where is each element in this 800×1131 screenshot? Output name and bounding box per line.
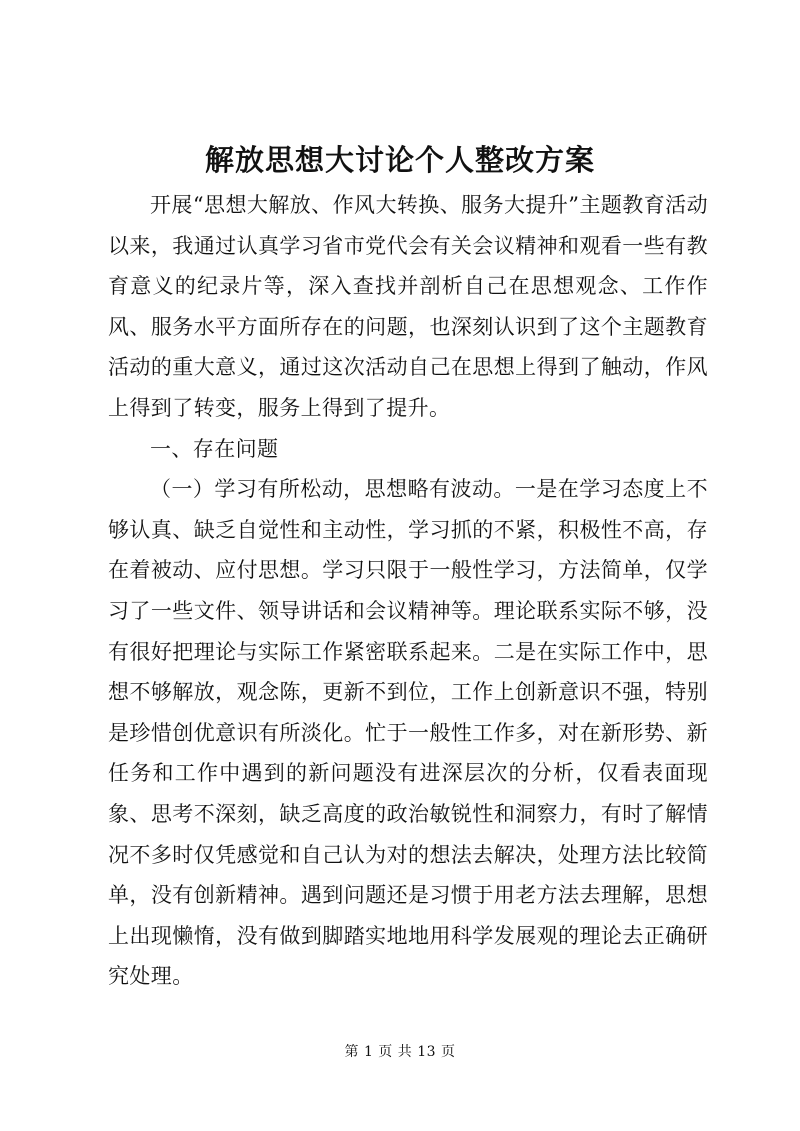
document-body: [108, 185, 708, 997]
page-footer: 第 1 页 共 13 页: [344, 1044, 456, 1060]
problem-paragraph-1: （一）学习有所松动，思想略有波动。一是在学习态度上不够认真、缺乏自觉性和主动性，学习抓的不紧，积极性不高，存在着被动、应付思想。学习只限于一般性学习，方法简单，仅学习了一些文件、领导讲话和会议精神等。理论联系实际不够，没有很好把理论与实际工作紧密联系起来。二是在实际工作中，思想不够解放，观念陈，更新不到位，工作上创新意识不强，特别是珍惜创优意识有所淡化。忙于一般性工作多，对在新形势、新任务和工作中遇到的新问题没有进深层次的分析，仅看表面现象、思考不深刻，缺乏高度的政治敏锐性和洞察力，有时了解情况不多时仅凭感觉和自己认为对的想法去解决，处理方法比较简单，没有创新精神。遇到问题还是习惯于用老方法去理解，思想上出现懒惰，没有做到脚踏实地地用科学发展观的理论去正确研究处理。: [108, 477, 708, 989]
document-title: 解放思想大讨论个人整改方案: [204, 143, 595, 177]
section-heading-problems: 一、存在问题: [150, 436, 279, 461]
intro-paragraph: 开展“思想大解放、作风大转换、服务大提升”主题教育活动以来，我通过认真学习省市党代会有关会议精神和观看一些有教育意义的纪录片等，深入查找并剖析自己在思想观念、工作作风、服务水平方面所存在的问题，也深刻认识到了这个主题教育活动的重大意义，通过这次活动自己在思想上得到了触动，作风上得到了转变，服务上得到了提升。: [108, 193, 708, 420]
